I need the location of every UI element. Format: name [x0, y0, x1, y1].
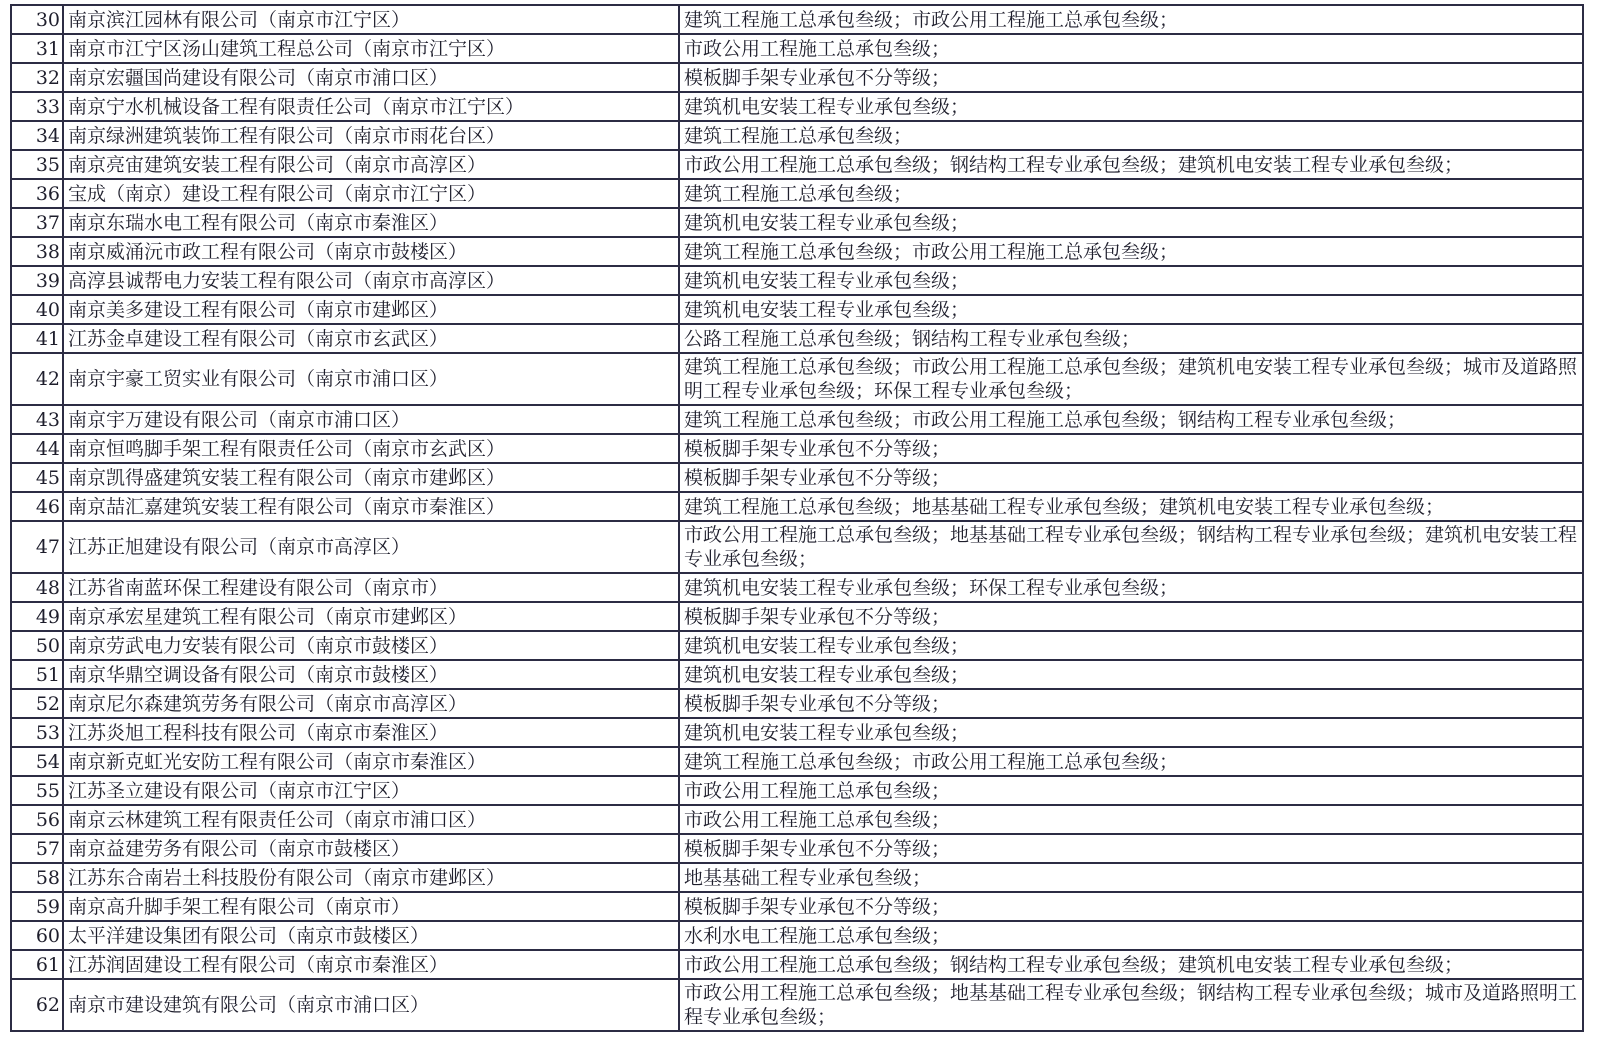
company-name: 南京尼尔森建筑劳务有限公司（南京市高淳区）: [63, 689, 679, 718]
qualification-text: 建筑机电安装工程专业承包叁级；: [679, 208, 1583, 237]
company-name: 江苏圣立建设有限公司（南京市江宁区）: [63, 776, 679, 805]
company-name: 南京宇豪工贸实业有限公司（南京市浦口区）: [63, 353, 679, 405]
qualification-text: 建筑机电安装工程专业承包叁级；: [679, 631, 1583, 660]
table-row: [11, 718, 1583, 747]
row-number: 57: [11, 834, 63, 863]
row-number: 49: [11, 602, 63, 631]
row-number: 50: [11, 631, 63, 660]
table-row: [11, 179, 1583, 208]
company-name: 南京云林建筑工程有限责任公司（南京市浦口区）: [63, 805, 679, 834]
row-number: 44: [11, 434, 63, 463]
row-number: 58: [11, 863, 63, 892]
row-number: 39: [11, 266, 63, 295]
table-row: [11, 405, 1583, 434]
company-name: 南京劳武电力安装有限公司（南京市鼓楼区）: [63, 631, 679, 660]
row-number: 41: [11, 324, 63, 353]
table-row: [11, 602, 1583, 631]
qualification-text: 建筑工程施工总承包叁级；市政公用工程施工总承包叁级；钢结构工程专业承包叁级；: [679, 405, 1583, 434]
table-row: [11, 92, 1583, 121]
qualification-text: 模板脚手架专业承包不分等级；: [679, 602, 1583, 631]
table-row: [11, 921, 1583, 950]
table-row: [11, 892, 1583, 921]
qualification-text: 模板脚手架专业承包不分等级；: [679, 463, 1583, 492]
company-name: 江苏东合南岩土科技股份有限公司（南京市建邺区）: [63, 863, 679, 892]
company-name: 南京绿洲建筑装饰工程有限公司（南京市雨花台区）: [63, 121, 679, 150]
company-name: 南京华鼎空调设备有限公司（南京市鼓楼区）: [63, 660, 679, 689]
row-number: 62: [11, 979, 63, 1031]
table-row: [11, 776, 1583, 805]
company-name: 太平洋建设集团有限公司（南京市鼓楼区）: [63, 921, 679, 950]
row-number: 38: [11, 237, 63, 266]
row-number: 47: [11, 521, 63, 573]
company-name: 江苏金卓建设工程有限公司（南京市玄武区）: [63, 324, 679, 353]
table-body: [11, 5, 1583, 1031]
qualification-text: 公路工程施工总承包叁级；钢结构工程专业承包叁级；: [679, 324, 1583, 353]
company-name: 江苏润固建设工程有限公司（南京市秦淮区）: [63, 950, 679, 979]
company-name: 南京喆汇嘉建筑安装工程有限公司（南京市秦淮区）: [63, 492, 679, 521]
qualification-text: 建筑工程施工总承包叁级；市政公用工程施工总承包叁级；: [679, 5, 1583, 34]
qualification-text: 模板脚手架专业承包不分等级；: [679, 434, 1583, 463]
company-name: 江苏省南蓝环保工程建设有限公司（南京市）: [63, 573, 679, 602]
qualification-text: 市政公用工程施工总承包叁级；: [679, 805, 1583, 834]
qualification-text: 模板脚手架专业承包不分等级；: [679, 689, 1583, 718]
table-row: [11, 689, 1583, 718]
table-row: [11, 5, 1583, 34]
row-number: 37: [11, 208, 63, 237]
company-name: 南京东瑞水电工程有限公司（南京市秦淮区）: [63, 208, 679, 237]
qualification-text: 建筑机电安装工程专业承包叁级；: [679, 266, 1583, 295]
row-number: 30: [11, 5, 63, 34]
table-row: [11, 150, 1583, 179]
company-name: 江苏正旭建设有限公司（南京市高淳区）: [63, 521, 679, 573]
qualification-text: 建筑工程施工总承包叁级；: [679, 121, 1583, 150]
qualification-text: 市政公用工程施工总承包叁级；: [679, 34, 1583, 63]
company-name: 南京高升脚手架工程有限公司（南京市）: [63, 892, 679, 921]
row-number: 46: [11, 492, 63, 521]
table-row: [11, 208, 1583, 237]
qualification-table: [10, 4, 1584, 1032]
company-name: 宝成（南京）建设工程有限公司（南京市江宁区）: [63, 179, 679, 208]
row-number: 33: [11, 92, 63, 121]
row-number: 34: [11, 121, 63, 150]
qualification-text: 建筑工程施工总承包叁级；市政公用工程施工总承包叁级；: [679, 747, 1583, 776]
table-row: [11, 353, 1583, 405]
qualification-text: 建筑机电安装工程专业承包叁级；: [679, 660, 1583, 689]
row-number: 52: [11, 689, 63, 718]
row-number: 54: [11, 747, 63, 776]
table-row: [11, 492, 1583, 521]
document-page: [10, 4, 1582, 1032]
qualification-text: 建筑工程施工总承包叁级；地基基础工程专业承包叁级；建筑机电安装工程专业承包叁级；: [679, 492, 1583, 521]
qualification-text: 建筑工程施工总承包叁级；市政公用工程施工总承包叁级；: [679, 237, 1583, 266]
qualification-text: 市政公用工程施工总承包叁级；钢结构工程专业承包叁级；建筑机电安装工程专业承包叁级；: [679, 150, 1583, 179]
row-number: 40: [11, 295, 63, 324]
row-number: 55: [11, 776, 63, 805]
qualification-text: 建筑机电安装工程专业承包叁级；: [679, 718, 1583, 747]
table-row: [11, 747, 1583, 776]
table-row: [11, 34, 1583, 63]
company-name: 南京美多建设工程有限公司（南京市建邺区）: [63, 295, 679, 324]
row-number: 45: [11, 463, 63, 492]
row-number: 56: [11, 805, 63, 834]
qualification-text: 模板脚手架专业承包不分等级；: [679, 63, 1583, 92]
table-row: [11, 863, 1583, 892]
qualification-text: 建筑机电安装工程专业承包叁级；: [679, 295, 1583, 324]
company-name: 南京宇万建设有限公司（南京市浦口区）: [63, 405, 679, 434]
table-row: [11, 660, 1583, 689]
company-name: 南京恒鸣脚手架工程有限责任公司（南京市玄武区）: [63, 434, 679, 463]
table-row: [11, 63, 1583, 92]
row-number: 61: [11, 950, 63, 979]
table-row: [11, 573, 1583, 602]
table-row: [11, 237, 1583, 266]
company-name: 南京滨江园林有限公司（南京市江宁区）: [63, 5, 679, 34]
company-name: 高淳县诚帮电力安装工程有限公司（南京市高淳区）: [63, 266, 679, 295]
company-name: 南京威涌沅市政工程有限公司（南京市鼓楼区）: [63, 237, 679, 266]
table-row: [11, 521, 1583, 573]
row-number: 43: [11, 405, 63, 434]
qualification-text: 模板脚手架专业承包不分等级；: [679, 834, 1583, 863]
qualification-text: 建筑工程施工总承包叁级；市政公用工程施工总承包叁级；建筑机电安装工程专业承包叁级；城市及道路照明工程专业承包叁级；环保工程专业承包叁级；: [679, 353, 1583, 405]
qualification-text: 市政公用工程施工总承包叁级；钢结构工程专业承包叁级；建筑机电安装工程专业承包叁级；: [679, 950, 1583, 979]
company-name: 南京市建设建筑有限公司（南京市浦口区）: [63, 979, 679, 1031]
company-name: 南京市江宁区汤山建筑工程总公司（南京市江宁区）: [63, 34, 679, 63]
row-number: 31: [11, 34, 63, 63]
qualification-text: 建筑机电安装工程专业承包叁级；: [679, 92, 1583, 121]
company-name: 南京益建劳务有限公司（南京市鼓楼区）: [63, 834, 679, 863]
table-row: [11, 979, 1583, 1031]
qualification-text: 建筑工程施工总承包叁级；: [679, 179, 1583, 208]
qualification-text: 模板脚手架专业承包不分等级；: [679, 892, 1583, 921]
qualification-text: 市政公用工程施工总承包叁级；: [679, 776, 1583, 805]
table-row: [11, 463, 1583, 492]
row-number: 42: [11, 353, 63, 405]
table-row: [11, 121, 1583, 150]
qualification-text: 水利水电工程施工总承包叁级；: [679, 921, 1583, 950]
qualification-text: 市政公用工程施工总承包叁级；地基基础工程专业承包叁级；钢结构工程专业承包叁级；建筑机电安装工程专业承包叁级；: [679, 521, 1583, 573]
company-name: 南京宏疆国尚建设有限公司（南京市浦口区）: [63, 63, 679, 92]
row-number: 35: [11, 150, 63, 179]
row-number: 32: [11, 63, 63, 92]
table-row: [11, 434, 1583, 463]
table-row: [11, 834, 1583, 863]
company-name: 南京亮宙建筑安装工程有限公司（南京市高淳区）: [63, 150, 679, 179]
company-name: 江苏炎旭工程科技有限公司（南京市秦淮区）: [63, 718, 679, 747]
company-name: 南京宁水机械设备工程有限责任公司（南京市江宁区）: [63, 92, 679, 121]
qualification-text: 市政公用工程施工总承包叁级；地基基础工程专业承包叁级；钢结构工程专业承包叁级；城市及道路照明工程专业承包叁级；: [679, 979, 1583, 1031]
table-row: [11, 631, 1583, 660]
row-number: 48: [11, 573, 63, 602]
row-number: 59: [11, 892, 63, 921]
table-row: [11, 950, 1583, 979]
qualification-text: 建筑机电安装工程专业承包叁级；环保工程专业承包叁级；: [679, 573, 1583, 602]
company-name: 南京新克虹光安防工程有限公司（南京市秦淮区）: [63, 747, 679, 776]
company-name: 南京承宏星建筑工程有限公司（南京市建邺区）: [63, 602, 679, 631]
row-number: 60: [11, 921, 63, 950]
row-number: 36: [11, 179, 63, 208]
table-row: [11, 805, 1583, 834]
row-number: 53: [11, 718, 63, 747]
row-number: 51: [11, 660, 63, 689]
table-row: [11, 295, 1583, 324]
qualification-text: 地基基础工程专业承包叁级；: [679, 863, 1583, 892]
table-row: [11, 324, 1583, 353]
company-name: 南京凯得盛建筑安装工程有限公司（南京市建邺区）: [63, 463, 679, 492]
table-row: [11, 266, 1583, 295]
